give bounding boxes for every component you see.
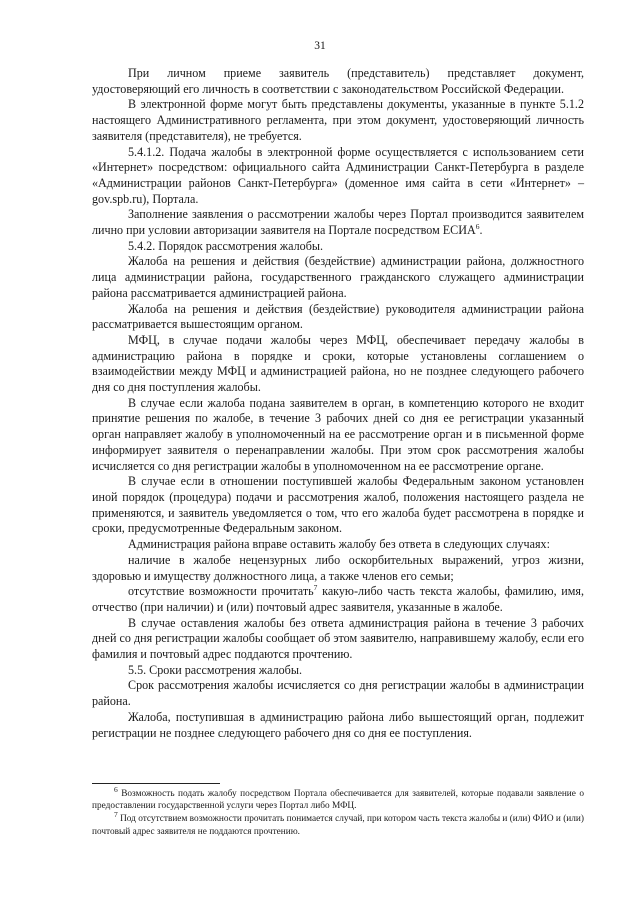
footnote-number: 7 xyxy=(114,810,118,820)
paragraph-text: какую-либо часть текста жалобы, фамилию, имя, отчество (при наличии) и (или) почтовый адрес заявителя, указанные в жалобе. xyxy=(92,584,584,614)
paragraph: В случае если в отношении поступившей жалобы Федеральным законом установлен иной порядок (процедура) подачи и рассмотрения жалоб, положения настоящего раздела не применяются, и заявитель уведомляется о том, что его жалоба будет рассмотрена в порядке и сроки, предусмотренные Федеральным законом. xyxy=(92,474,584,536)
paragraph: В случае оставления жалобы без ответа администрация района в течение 3 рабочих дней со дня регистрации жалобы сообщает об этом заявителю, направившему жалобу, если его фамилия и почтовый адрес поддаются прочтению. xyxy=(92,615,584,662)
paragraph: Жалоба на решения и действия (бездействие) администрации района, должностного лица администрации района, государственного гражданского служащего администрации района рассматривается администрацией района. xyxy=(92,254,584,300)
footnote-ref-7: 7 xyxy=(313,583,318,593)
paragraph: МФЦ, в случае подачи жалобы через МФЦ, обеспечивает передачу жалобы в администрацию района в порядке и сроки, которые установлены соглашением о взаимодействии между МФЦ и администрацией района, но не позднее следующего рабочего дня со дня поступления жалобы. xyxy=(92,332,584,395)
paragraph: При личном приеме заявитель (представитель) представляет документ, удостоверяющий его личность в соответствии с законодательством Российской Федерации. xyxy=(92,66,584,96)
paragraph: Администрация района вправе оставить жалобу без ответа в следующих случаях: xyxy=(128,537,550,552)
paragraph xyxy=(92,584,584,615)
footnote-7 xyxy=(92,810,584,837)
paragraph: В случае если жалоба подана заявителем в орган, в компетенцию которого не входит принятие решения по жалобе, в течение 3 рабочих дней со дня ее регистрации указанный орган направляет жалобу в уполномоченный на ее рассмотрение орган и в письменной форме информирует заявителя о перенаправлении жалобы. При этом срок рассмотрения жалобы исчисляется со дня регистрации жалобы в уполномоченном на ее рассмотрение органе. xyxy=(92,395,584,473)
paragraph-text: отсутствие возможности прочитать xyxy=(128,584,314,599)
paragraph: 5.5. Сроки рассмотрения жалобы. xyxy=(128,662,302,677)
paragraph: 5.4.1.2. Подача жалобы в электронной форме осуществляется с использованием сети «Интернет» посредством: официального сайта Администрации Санкт-Петербурга в разделе «Администрации районов Санкт-Петербурга» (доменное имя сайта в сети «Интернет» – gov.spb.ru), Портала. xyxy=(92,144,584,206)
footnote-text: Под отсутствием возможности прочитать понимается случай, при котором часть текста жалобы и (или) ФИО и (или) почтовый адрес заявителя не поддаются прочтению. xyxy=(92,814,584,837)
paragraph: Срок рассмотрения жалобы исчисляется со дня регистрации жалобы в администрации района. xyxy=(92,678,584,709)
page-number: 31 xyxy=(314,40,326,52)
paragraph: Жалоба на решения и действия (бездействие) руководителя администрации района рассматривается вышестоящим органом. xyxy=(92,301,584,332)
document-body xyxy=(92,66,584,741)
paragraph-text: Заполнение заявления о рассмотрении жалобы через Портал производится заявителем лично при условии авторизации заявителя на Портале посредством ЕСИА xyxy=(92,207,584,238)
paragraph: В электронной форме могут быть представлены документы, указанные в пункте 5.1.2 настоящего Административного регламента, при этом документ, удостоверяющий личность заявителя (представителя), не требуется. xyxy=(92,97,584,143)
paragraph: Жалоба, поступившая в администрацию района либо вышестоящий орган, подлежит регистрации не позднее следующего рабочего дня со дня ее поступления. xyxy=(92,709,584,740)
paragraph: наличие в жалобе нецензурных либо оскорбительных выражений, угроз жизни, здоровью и имуществу должностного лица, а также членов его семьи; xyxy=(92,552,584,583)
paragraph: Заполнение заявления о рассмотрении жалобы через Портал производится заявителем лично при условии авторизации заявителя на Портале посредством ЕСИА$^6$. xyxy=(92,207,584,238)
paragraph: 5.4.2. Порядок рассмотрения жалобы. xyxy=(128,238,324,253)
footnote-separator xyxy=(92,783,220,784)
footnotes xyxy=(92,784,584,839)
footnote-text: Возможность подать жалобу посредством Портала обеспечивается для заявителей, которые подавали заявление о предоставлении государственной услуги через Портал либо МФЦ. xyxy=(92,789,584,812)
footnote-6 xyxy=(92,784,584,812)
footnote-number: 6 xyxy=(114,784,118,794)
footnote-ref-6: 6 xyxy=(475,222,480,231)
